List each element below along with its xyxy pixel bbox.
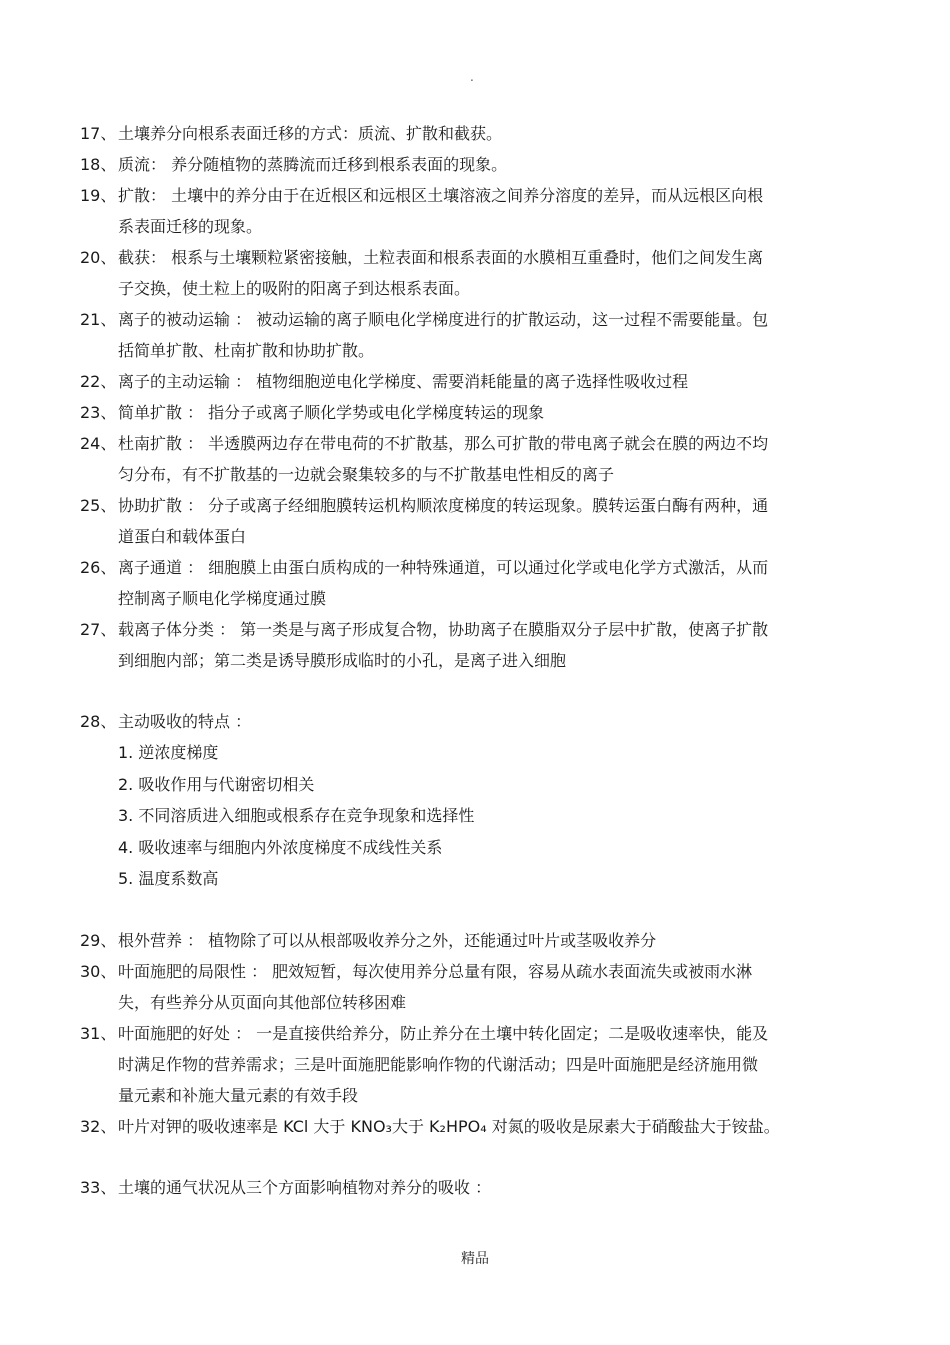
- item-line: 简单扩散 ： 指分子或离子顺化学势或电化学梯度转运的现象: [118, 403, 545, 422]
- item-number: 18、: [80, 155, 117, 174]
- item-line-continued: 匀分布，有不扩散基的一边就会聚集较多的与不扩散基电性相反的离子: [118, 465, 615, 484]
- list-item-28: [80, 706, 880, 737]
- list-item: [80, 490, 880, 552]
- sub-list: [80, 737, 880, 895]
- items-group-a: [80, 118, 880, 676]
- header-mark: .: [470, 70, 474, 84]
- list-item: [80, 118, 880, 149]
- list-item: [80, 304, 880, 366]
- item-line: 协助扩散 ： 分子或离子经细胞膜转运机构顺浓度梯度的转运现象。膜转运蛋白酶有两种，通: [118, 496, 769, 515]
- sub-list-item: 1. 逆浓度梯度: [118, 743, 219, 762]
- list-item: [80, 1018, 880, 1111]
- item-number: 33、: [80, 1177, 117, 1197]
- item-line-continued: 道蛋白和载体蛋白: [118, 527, 247, 546]
- item-number: 21、: [80, 310, 117, 329]
- footer-text: 精品: [461, 1251, 489, 1267]
- item-number: 24、: [80, 434, 117, 453]
- list-item: [80, 552, 880, 614]
- item-line: 叶片对钾的吸收速率是 KCl 大于 KNO₃大于 K₂HPO₄ 对氮的吸收是尿素大于硝酸盐大于铵盐。: [118, 1116, 780, 1136]
- list-item: [80, 1111, 880, 1142]
- item-line-continued: 括简单扩散、杜南扩散和协助扩散。: [118, 341, 375, 360]
- sub-list-item: 2. 吸收作用与代谢密切相关: [118, 774, 315, 794]
- section-gap: [80, 895, 880, 925]
- item-number: 26、: [80, 558, 117, 577]
- item-line: 载离子体分类 ： 第一类是与离子形成复合物，协助离子在膜脂双分子层中扩散，使离子扩散: [118, 620, 769, 639]
- document-body: [80, 118, 880, 1203]
- item-number: 30、: [80, 961, 117, 981]
- list-item: [80, 428, 880, 490]
- sub-list-item: 5. 温度系数高: [118, 869, 219, 888]
- item-line: 叶面施肥的好处 ： 一是直接供给养分，防止养分在土壤中转化固定；二是吸收速率快，能及: [118, 1023, 769, 1043]
- section-gap: [80, 1142, 880, 1172]
- item-title: 主动吸收的特点 ：: [118, 712, 252, 731]
- list-item: [80, 242, 880, 304]
- item-number: 25、: [80, 496, 117, 515]
- item-number: 31、: [80, 1023, 117, 1043]
- item-line: 叶面施肥的局限性 ： 肥效短暂，每次使用养分总量有限，容易从疏水表面流失或被雨水淋: [118, 961, 753, 981]
- sub-list-item: 3. 不同溶质进入细胞或根系存在竞争现象和选择性: [118, 806, 475, 825]
- item-line: 根外营养 ： 植物除了可以从根部吸收养分之外，还能通过叶片或茎吸收养分: [118, 930, 657, 950]
- list-item: [80, 366, 880, 397]
- item-number: 23、: [80, 403, 117, 422]
- item-line-continued: 子交换，使土粒上的吸附的阳离子到达根系表面。: [118, 279, 471, 298]
- item-line-continued: 时满足作物的营养需求；三是叶面施肥能影响作物的代谢活动；四是叶面施肥是经济施用微: [118, 1054, 759, 1074]
- item-number: 22、: [80, 372, 117, 391]
- list-item: [80, 925, 880, 956]
- list-item: [80, 149, 880, 180]
- section-gap: [80, 676, 880, 706]
- sub-list-item: 4. 吸收速率与细胞内外浓度梯度不成线性关系: [118, 837, 443, 857]
- item-line-continued: 量元素和补施大量元素的有效手段: [118, 1085, 359, 1105]
- list-item: [80, 956, 880, 1018]
- item-number: 27、: [80, 620, 117, 639]
- item-line: 离子的主动运输 ： 植物细胞逆电化学梯度、需要消耗能量的离子选择性吸收过程: [118, 372, 689, 391]
- item-line: 离子的被动运输 ： 被动运输的离子顺电化学梯度进行的扩散运动，这一过程不需要能量。包: [118, 310, 769, 329]
- item-line: 扩散： 土壤中的养分由于在近根区和远根区土壤溶液之间养分溶度的差异，而从远根区向根: [118, 186, 764, 205]
- item-line-continued: 失，有些养分从页面向其他部位转移困难: [118, 992, 407, 1012]
- item-line: 土壤的通气状况从三个方面影响植物对养分的吸收 ：: [118, 1177, 492, 1197]
- item-line: 截获： 根系与土壤颗粒紧密接触，土粒表面和根系表面的水膜相互重叠时，他们之间发生离: [118, 248, 764, 267]
- list-item: [80, 397, 880, 428]
- item-line: 土壤养分向根系表面迁移的方式：质流、扩散和截获。: [118, 124, 503, 143]
- list-item-33: [80, 1172, 880, 1203]
- list-item: [80, 614, 880, 676]
- item-line-continued: 控制离子顺电化学梯度通过膜: [118, 589, 327, 608]
- item-number: 32、: [80, 1116, 117, 1136]
- item-line: 杜南扩散 ： 半透膜两边存在带电荷的不扩散基，那么可扩散的带电离子就会在膜的两边不均: [118, 434, 769, 453]
- list-item: [80, 180, 880, 242]
- item-number: 17、: [80, 124, 117, 143]
- item-line-continued: 到细胞内部；第二类是诱导膜形成临时的小孔，是离子进入细胞: [118, 651, 567, 670]
- item-number: 28、: [80, 712, 117, 731]
- items-group-b: [80, 925, 880, 1142]
- item-line: 质流： 养分随植物的蒸腾流而迁移到根系表面的现象。: [118, 155, 508, 174]
- item-line: 离子通道 ： 细胞膜上由蛋白质构成的一种特殊通道，可以通过化学或电化学方式激活，从而: [118, 558, 769, 577]
- item-line-continued: 系表面迁移的现象。: [118, 217, 263, 236]
- item-number: 19、: [80, 186, 117, 205]
- item-number: 29、: [80, 930, 117, 950]
- item-number: 20、: [80, 248, 117, 267]
